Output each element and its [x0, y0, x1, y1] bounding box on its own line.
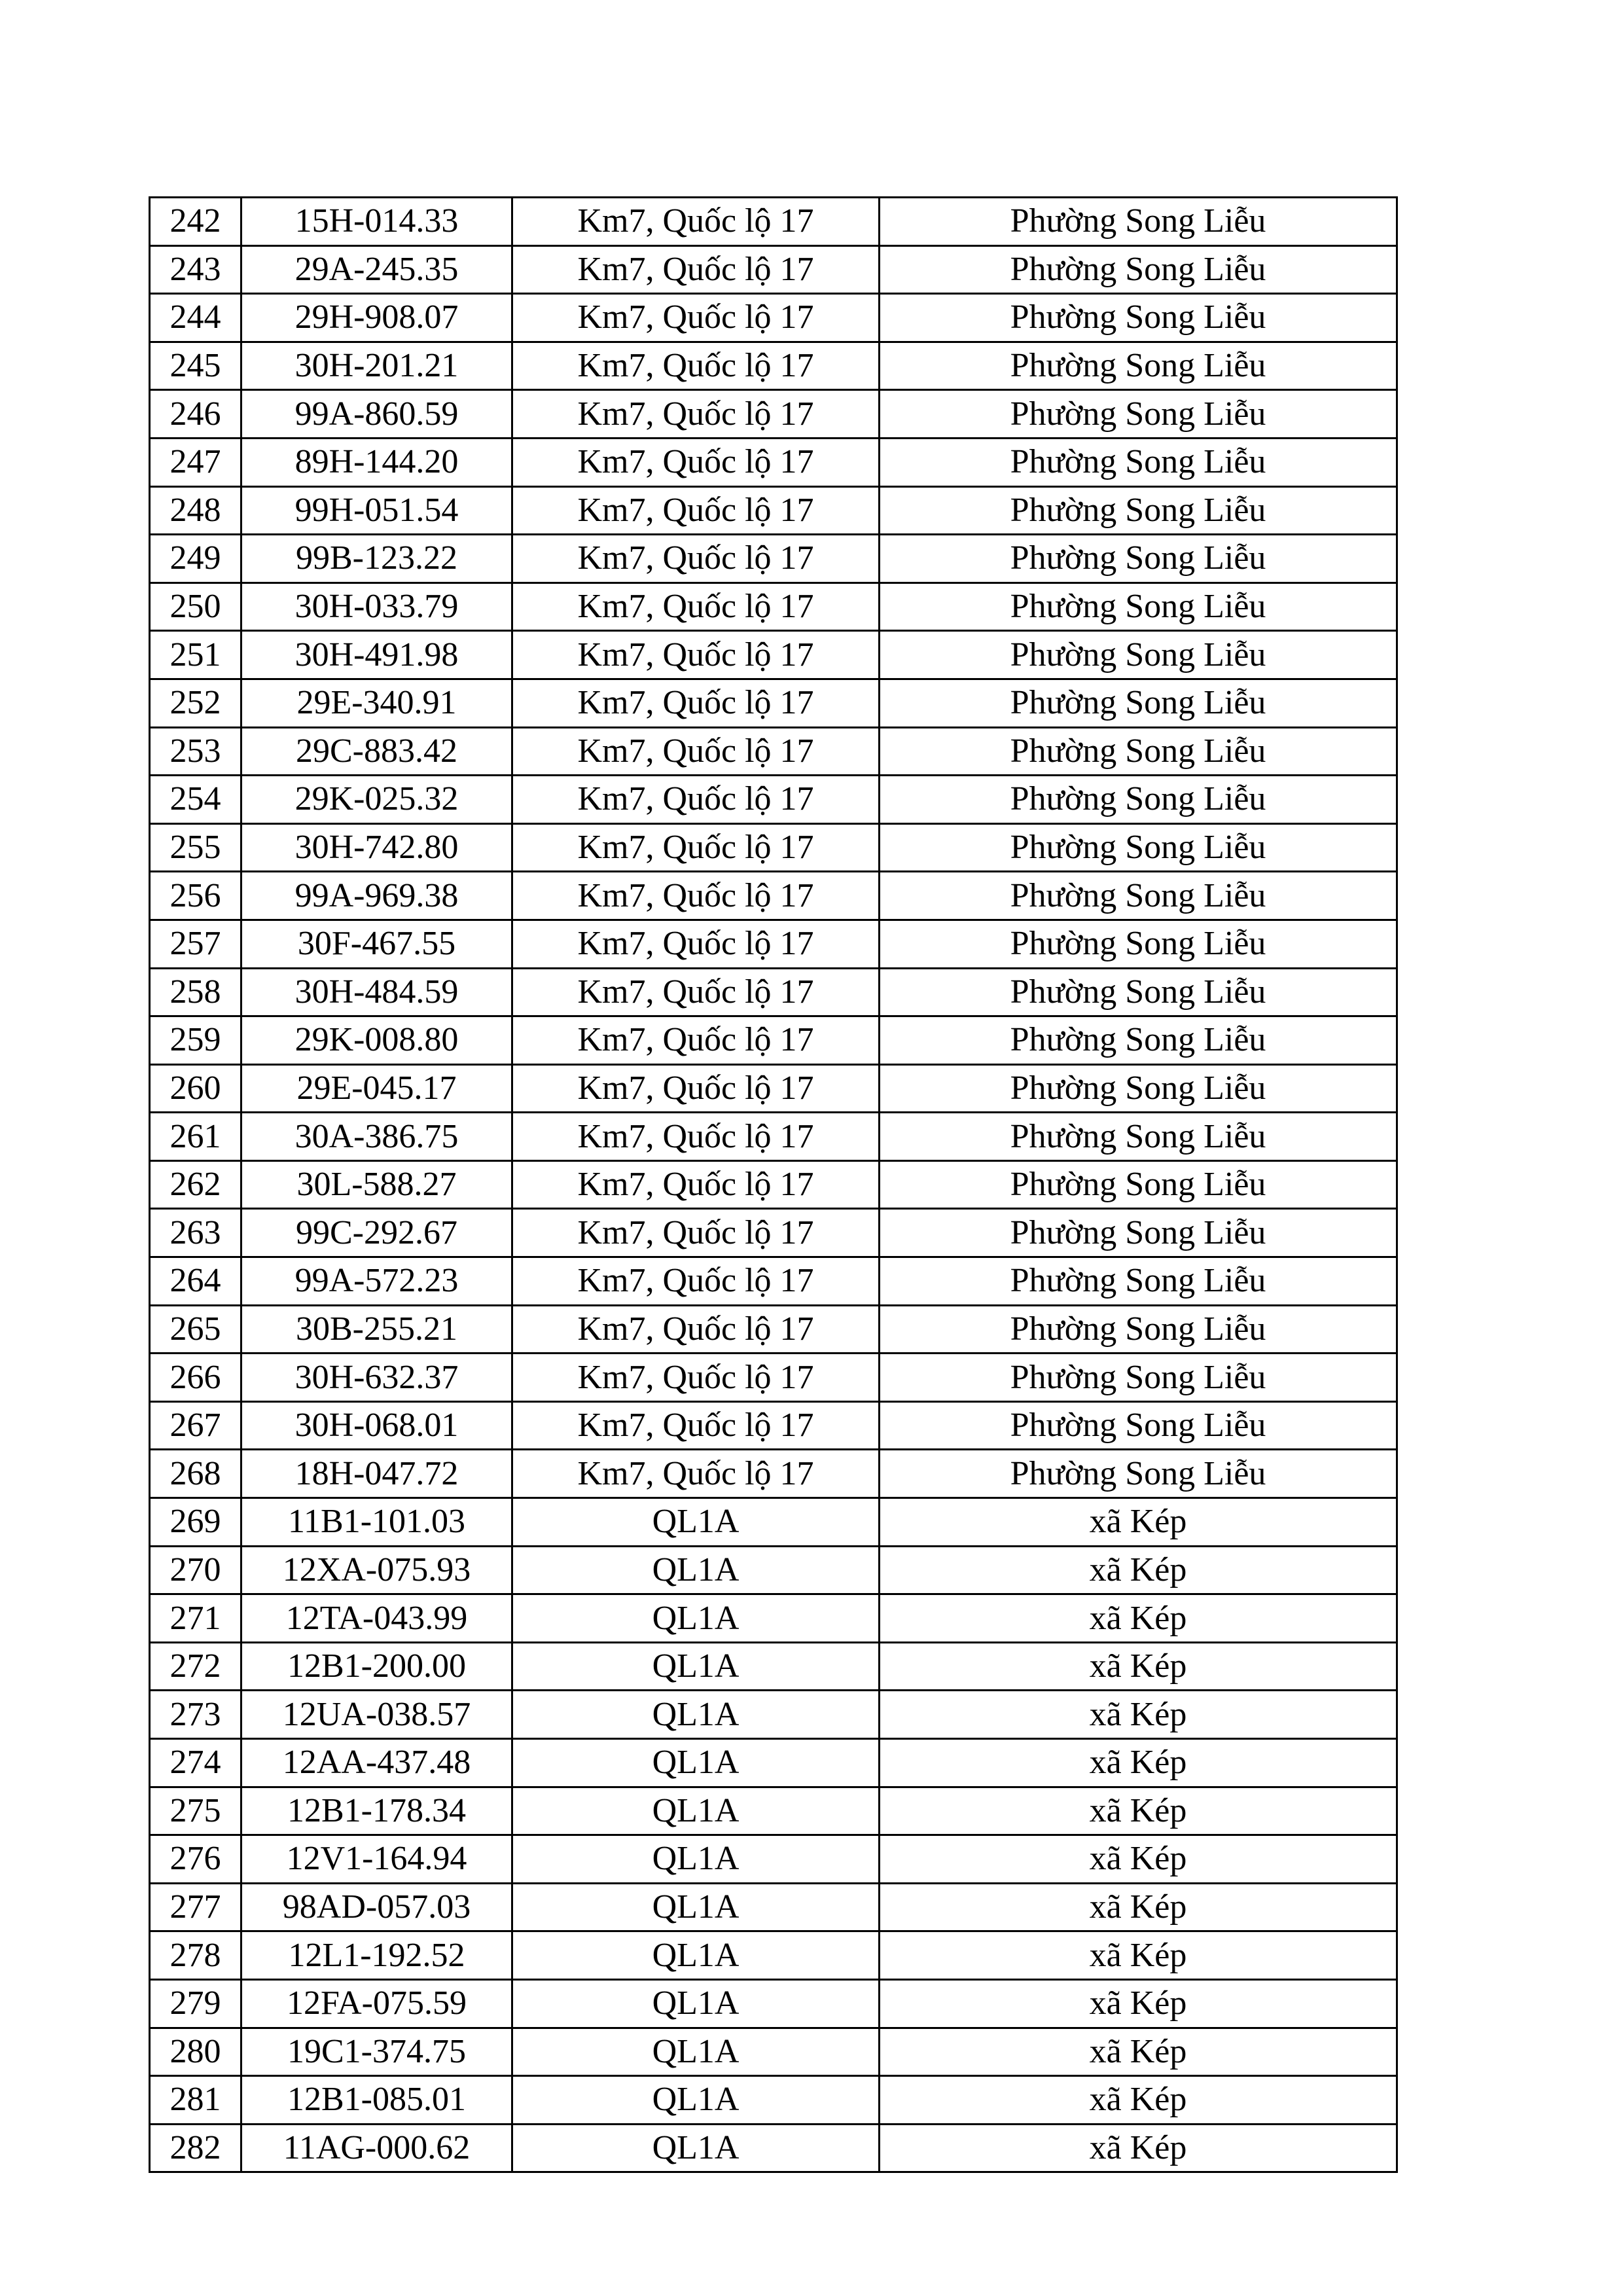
table-row — [150, 1113, 1397, 1161]
location-column-cell: Km7, Quốc lộ 17 — [512, 1113, 880, 1161]
table-row — [150, 1257, 1397, 1306]
ward-column-cell: Phường Song Liễu — [880, 1257, 1397, 1306]
location-column-cell: Km7, Quốc lộ 17 — [512, 486, 880, 535]
license-plate-column-cell: 12L1-192.52 — [241, 1931, 512, 1980]
index-column-cell: 279 — [150, 1979, 241, 2028]
table-row — [150, 1546, 1397, 1594]
license-plate-column-cell: 30H-491.98 — [241, 631, 512, 679]
ward-column-cell: Phường Song Liễu — [880, 245, 1397, 294]
license-plate-column-cell: 99H-051.54 — [241, 486, 512, 535]
ward-column-cell: Phường Song Liễu — [880, 1113, 1397, 1161]
ward-column-cell: xã Kép — [880, 1739, 1397, 1787]
index-column-cell: 249 — [150, 535, 241, 583]
license-plate-column-cell: 12UA-038.57 — [241, 1691, 512, 1739]
table-row — [150, 1450, 1397, 1498]
location-column-cell: QL1A — [512, 2076, 880, 2125]
table-row — [150, 968, 1397, 1016]
license-plate-column-cell: 12XA-075.93 — [241, 1546, 512, 1594]
ward-column-cell: xã Kép — [880, 1883, 1397, 1931]
ward-column-cell: Phường Song Liễu — [880, 776, 1397, 824]
license-plate-column-cell: 29C-883.42 — [241, 727, 512, 776]
license-plate-column-cell: 99A-969.38 — [241, 872, 512, 920]
license-plate-column-cell: 29E-340.91 — [241, 679, 512, 727]
ward-column-cell: Phường Song Liễu — [880, 872, 1397, 920]
location-column-cell: Km7, Quốc lộ 17 — [512, 823, 880, 872]
table-row — [150, 2076, 1397, 2125]
ward-column-cell: xã Kép — [880, 2028, 1397, 2076]
license-plate-column-cell: 30H-201.21 — [241, 342, 512, 390]
location-column-cell: Km7, Quốc lộ 17 — [512, 198, 880, 246]
license-plate-column-cell: 30A-386.75 — [241, 1113, 512, 1161]
license-plate-column-cell: 30H-068.01 — [241, 1401, 512, 1450]
index-column-cell: 255 — [150, 823, 241, 872]
index-column-cell: 270 — [150, 1546, 241, 1594]
vehicle-plate-table — [149, 196, 1398, 2173]
table-row — [150, 1064, 1397, 1113]
index-column-cell: 259 — [150, 1016, 241, 1065]
ward-column-cell: Phường Song Liễu — [880, 920, 1397, 968]
index-column-cell: 257 — [150, 920, 241, 968]
license-plate-column-cell: 29K-025.32 — [241, 776, 512, 824]
index-column-cell: 268 — [150, 1450, 241, 1498]
license-plate-column-cell: 30H-632.37 — [241, 1354, 512, 1402]
location-column-cell: QL1A — [512, 1498, 880, 1547]
table-row — [150, 1691, 1397, 1739]
ward-column-cell: Phường Song Liễu — [880, 1016, 1397, 1065]
ward-column-cell: xã Kép — [880, 1931, 1397, 1980]
index-column-cell: 248 — [150, 486, 241, 535]
location-column-cell: Km7, Quốc lộ 17 — [512, 1209, 880, 1257]
index-column-cell: 278 — [150, 1931, 241, 1980]
table-row — [150, 1354, 1397, 1402]
table-row — [150, 2124, 1397, 2172]
ward-column-cell: Phường Song Liễu — [880, 679, 1397, 727]
license-plate-column-cell: 30B-255.21 — [241, 1305, 512, 1354]
table-row — [150, 1305, 1397, 1354]
location-column-cell: Km7, Quốc lộ 17 — [512, 1064, 880, 1113]
location-column-cell: QL1A — [512, 1883, 880, 1931]
ward-column-cell: Phường Song Liễu — [880, 1354, 1397, 1402]
index-column-cell: 267 — [150, 1401, 241, 1450]
index-column-cell: 250 — [150, 583, 241, 631]
location-column-cell: Km7, Quốc lộ 17 — [512, 727, 880, 776]
table-row — [150, 631, 1397, 679]
index-column-cell: 247 — [150, 438, 241, 486]
license-plate-column-cell: 29K-008.80 — [241, 1016, 512, 1065]
index-column-cell: 273 — [150, 1691, 241, 1739]
table-row — [150, 1594, 1397, 1643]
license-plate-column-cell: 12B1-085.01 — [241, 2076, 512, 2125]
table-row — [150, 920, 1397, 968]
index-column-cell: 281 — [150, 2076, 241, 2125]
location-column-cell: Km7, Quốc lộ 17 — [512, 1257, 880, 1306]
ward-column-cell: xã Kép — [880, 1594, 1397, 1643]
index-column-cell: 251 — [150, 631, 241, 679]
location-column-cell: Km7, Quốc lộ 17 — [512, 631, 880, 679]
ward-column-cell: xã Kép — [880, 1642, 1397, 1691]
ward-column-cell: Phường Song Liễu — [880, 438, 1397, 486]
license-plate-column-cell: 99B-123.22 — [241, 535, 512, 583]
table-row — [150, 1883, 1397, 1931]
table-row — [150, 872, 1397, 920]
location-column-cell: Km7, Quốc lộ 17 — [512, 679, 880, 727]
table-body — [150, 198, 1397, 2172]
ward-column-cell: Phường Song Liễu — [880, 1064, 1397, 1113]
location-column-cell: Km7, Quốc lộ 17 — [512, 583, 880, 631]
location-column-cell: Km7, Quốc lộ 17 — [512, 776, 880, 824]
table-row — [150, 198, 1397, 246]
ward-column-cell: xã Kép — [880, 2076, 1397, 2125]
location-column-cell: QL1A — [512, 1835, 880, 1884]
index-column-cell: 272 — [150, 1642, 241, 1691]
table-row — [150, 1642, 1397, 1691]
license-plate-column-cell: 99A-572.23 — [241, 1257, 512, 1306]
location-column-cell: QL1A — [512, 1739, 880, 1787]
table-row — [150, 438, 1397, 486]
table-row — [150, 390, 1397, 439]
location-column-cell: Km7, Quốc lộ 17 — [512, 535, 880, 583]
index-column-cell: 258 — [150, 968, 241, 1016]
license-plate-column-cell: 99A-860.59 — [241, 390, 512, 439]
table-row — [150, 1787, 1397, 1835]
table-row — [150, 1931, 1397, 1980]
table-row — [150, 583, 1397, 631]
index-column-cell: 264 — [150, 1257, 241, 1306]
index-column-cell: 269 — [150, 1498, 241, 1547]
license-plate-column-cell: 98AD-057.03 — [241, 1883, 512, 1931]
index-column-cell: 276 — [150, 1835, 241, 1884]
license-plate-column-cell: 12B1-178.34 — [241, 1787, 512, 1835]
location-column-cell: Km7, Quốc lộ 17 — [512, 872, 880, 920]
ward-column-cell: Phường Song Liễu — [880, 968, 1397, 1016]
table-row — [150, 486, 1397, 535]
location-column-cell: Km7, Quốc lộ 17 — [512, 390, 880, 439]
table-row — [150, 679, 1397, 727]
ward-column-cell: xã Kép — [880, 1546, 1397, 1594]
license-plate-column-cell: 12FA-075.59 — [241, 1979, 512, 2028]
license-plate-column-cell: 30H-033.79 — [241, 583, 512, 631]
location-column-cell: Km7, Quốc lộ 17 — [512, 294, 880, 342]
ward-column-cell: Phường Song Liễu — [880, 1209, 1397, 1257]
index-column-cell: 265 — [150, 1305, 241, 1354]
index-column-cell: 243 — [150, 245, 241, 294]
ward-column-cell: Phường Song Liễu — [880, 486, 1397, 535]
license-plate-column-cell: 30H-742.80 — [241, 823, 512, 872]
ward-column-cell: Phường Song Liễu — [880, 823, 1397, 872]
index-column-cell: 253 — [150, 727, 241, 776]
ward-column-cell: Phường Song Liễu — [880, 198, 1397, 246]
index-column-cell: 271 — [150, 1594, 241, 1643]
license-plate-column-cell: 19C1-374.75 — [241, 2028, 512, 2076]
license-plate-column-cell: 12TA-043.99 — [241, 1594, 512, 1643]
location-column-cell: QL1A — [512, 1931, 880, 1980]
license-plate-column-cell: 12AA-437.48 — [241, 1739, 512, 1787]
table-row — [150, 342, 1397, 390]
index-column-cell: 262 — [150, 1160, 241, 1209]
license-plate-column-cell: 29A-245.35 — [241, 245, 512, 294]
license-plate-column-cell: 15H-014.33 — [241, 198, 512, 246]
table-row — [150, 1209, 1397, 1257]
index-column-cell: 280 — [150, 2028, 241, 2076]
table-row — [150, 1498, 1397, 1547]
table-row — [150, 1739, 1397, 1787]
ward-column-cell: Phường Song Liễu — [880, 1401, 1397, 1450]
index-column-cell: 274 — [150, 1739, 241, 1787]
license-plate-column-cell: 12V1-164.94 — [241, 1835, 512, 1884]
index-column-cell: 242 — [150, 198, 241, 246]
license-plate-column-cell: 29E-045.17 — [241, 1064, 512, 1113]
location-column-cell: QL1A — [512, 2028, 880, 2076]
location-column-cell: QL1A — [512, 1691, 880, 1739]
location-column-cell: Km7, Quốc lộ 17 — [512, 968, 880, 1016]
license-plate-column-cell: 18H-047.72 — [241, 1450, 512, 1498]
location-column-cell: Km7, Quốc lộ 17 — [512, 1401, 880, 1450]
location-column-cell: Km7, Quốc lộ 17 — [512, 342, 880, 390]
ward-column-cell: Phường Song Liễu — [880, 294, 1397, 342]
ward-column-cell: xã Kép — [880, 1835, 1397, 1884]
index-column-cell: 261 — [150, 1113, 241, 1161]
ward-column-cell: xã Kép — [880, 1979, 1397, 2028]
table-row — [150, 1016, 1397, 1065]
ward-column-cell: xã Kép — [880, 1787, 1397, 1835]
location-column-cell: QL1A — [512, 1546, 880, 1594]
index-column-cell: 266 — [150, 1354, 241, 1402]
index-column-cell: 244 — [150, 294, 241, 342]
license-plate-column-cell: 89H-144.20 — [241, 438, 512, 486]
location-column-cell: Km7, Quốc lộ 17 — [512, 1160, 880, 1209]
table-row — [150, 1401, 1397, 1450]
index-column-cell: 256 — [150, 872, 241, 920]
table-row — [150, 535, 1397, 583]
table-row — [150, 1835, 1397, 1884]
location-column-cell: QL1A — [512, 1642, 880, 1691]
ward-column-cell: Phường Song Liễu — [880, 631, 1397, 679]
ward-column-cell: xã Kép — [880, 1691, 1397, 1739]
index-column-cell: 245 — [150, 342, 241, 390]
license-plate-column-cell: 11AG-000.62 — [241, 2124, 512, 2172]
table-row — [150, 823, 1397, 872]
index-column-cell: 282 — [150, 2124, 241, 2172]
location-column-cell: QL1A — [512, 1787, 880, 1835]
ward-column-cell: Phường Song Liễu — [880, 1160, 1397, 1209]
table-row — [150, 294, 1397, 342]
index-column-cell: 252 — [150, 679, 241, 727]
location-column-cell: Km7, Quốc lộ 17 — [512, 1450, 880, 1498]
index-column-cell: 277 — [150, 1883, 241, 1931]
location-column-cell: QL1A — [512, 2124, 880, 2172]
ward-column-cell: xã Kép — [880, 1498, 1397, 1547]
table-row — [150, 1160, 1397, 1209]
location-column-cell: Km7, Quốc lộ 17 — [512, 1016, 880, 1065]
table-row — [150, 245, 1397, 294]
index-column-cell: 263 — [150, 1209, 241, 1257]
ward-column-cell: Phường Song Liễu — [880, 535, 1397, 583]
location-column-cell: Km7, Quốc lộ 17 — [512, 438, 880, 486]
location-column-cell: Km7, Quốc lộ 17 — [512, 245, 880, 294]
license-plate-column-cell: 99C-292.67 — [241, 1209, 512, 1257]
ward-column-cell: Phường Song Liễu — [880, 342, 1397, 390]
table-row — [150, 776, 1397, 824]
location-column-cell: Km7, Quốc lộ 17 — [512, 1305, 880, 1354]
index-column-cell: 254 — [150, 776, 241, 824]
license-plate-column-cell: 30L-588.27 — [241, 1160, 512, 1209]
location-column-cell: Km7, Quốc lộ 17 — [512, 1354, 880, 1402]
ward-column-cell: Phường Song Liễu — [880, 727, 1397, 776]
ward-column-cell: Phường Song Liễu — [880, 583, 1397, 631]
location-column-cell: QL1A — [512, 1979, 880, 2028]
table-row — [150, 727, 1397, 776]
index-column-cell: 246 — [150, 390, 241, 439]
ward-column-cell: Phường Song Liễu — [880, 1450, 1397, 1498]
ward-column-cell: Phường Song Liễu — [880, 390, 1397, 439]
ward-column-cell: xã Kép — [880, 2124, 1397, 2172]
license-plate-column-cell: 11B1-101.03 — [241, 1498, 512, 1547]
license-plate-column-cell: 30H-484.59 — [241, 968, 512, 1016]
location-column-cell: QL1A — [512, 1594, 880, 1643]
license-plate-column-cell: 30F-467.55 — [241, 920, 512, 968]
index-column-cell: 260 — [150, 1064, 241, 1113]
license-plate-column-cell: 29H-908.07 — [241, 294, 512, 342]
license-plate-column-cell: 12B1-200.00 — [241, 1642, 512, 1691]
table-row — [150, 2028, 1397, 2076]
table-row — [150, 1979, 1397, 2028]
location-column-cell: Km7, Quốc lộ 17 — [512, 920, 880, 968]
ward-column-cell: Phường Song Liễu — [880, 1305, 1397, 1354]
index-column-cell: 275 — [150, 1787, 241, 1835]
